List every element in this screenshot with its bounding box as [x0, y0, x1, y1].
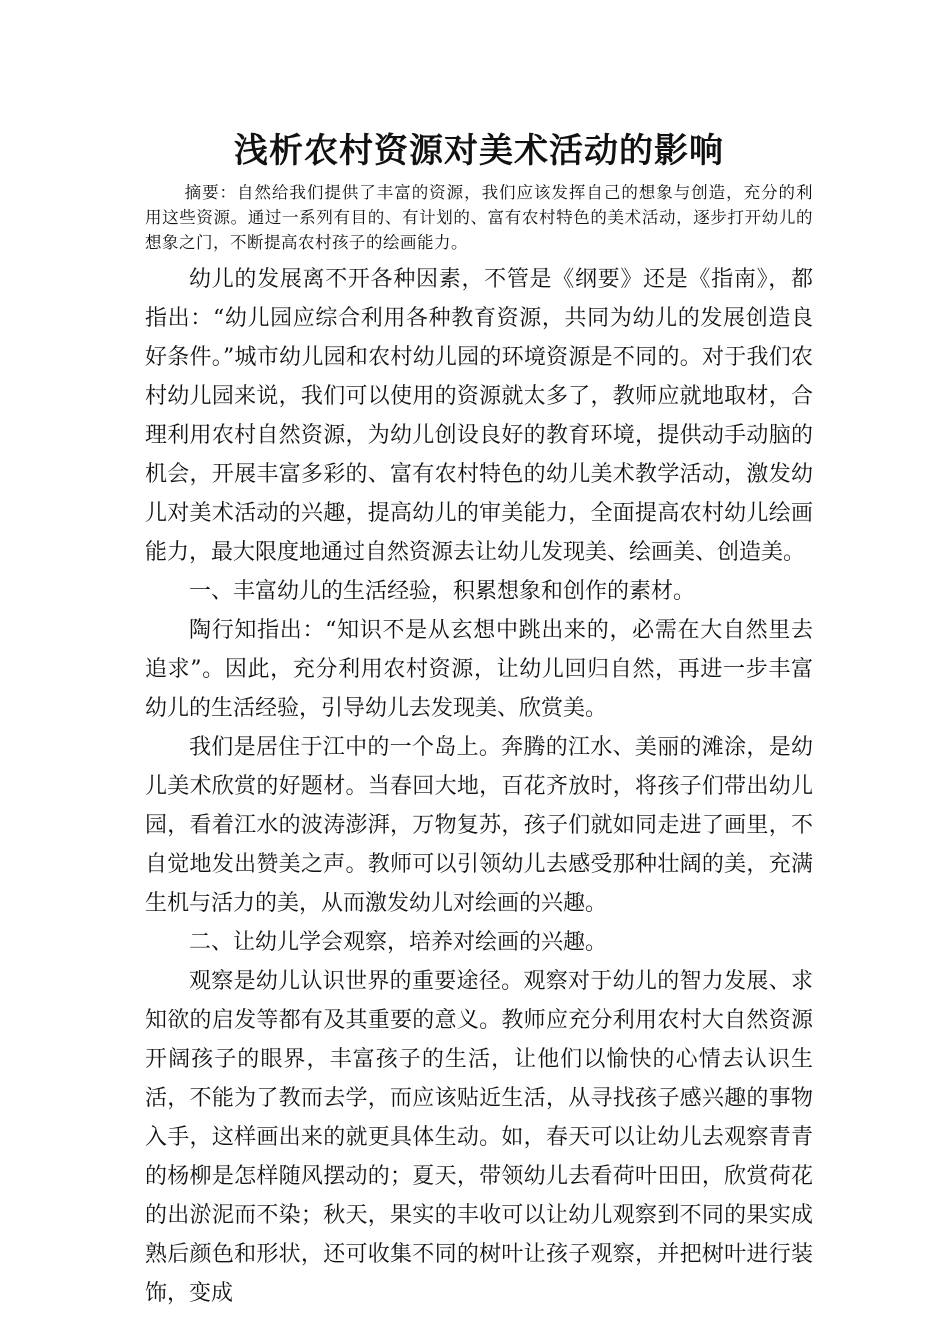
section-heading-2: 二、让幼儿学会观察，培养对绘画的兴趣。	[189, 930, 608, 955]
section-heading-1: 一、丰富幼儿的生活经验，积累想象和创作的素材。	[189, 579, 696, 604]
abstract: 摘要：自然给我们提供了丰富的资源，我们应该发挥自己的想象与创造，充分的利用这些资源。通过一系列有目的、有计划的、富有农村特色的美术活动，逐步打开幼儿的想象之门，不断提高农村孩子的绘画能力。	[145, 183, 813, 252]
paragraph-intro: 幼儿的发展离不开各种因素，不管是《纲要》还是《指南》，都指出：“幼儿园应综合利用各种教育资源，共同为幼儿的发展创造良好条件。”城市幼儿园和农村幼儿园的环境资源是不同的。对于我们农村幼儿园来说，我们可以使用的资源就太多了，教师应就地取材，合理利用农村自然资源，为幼儿创设良好的教育环境，提供动手动脑的机会，开展丰富多彩的、富有农村特色的幼儿美术教学活动，激发幼儿对美术活动的兴趣，提高幼儿的审美能力，全面提高农村幼儿绘画能力，最大限度地通过自然资源去让幼儿发现美、绘画美、创造美。	[145, 267, 813, 565]
document-page	[145, 128, 813, 1313]
document-title: 浅析农村资源对美术活动的影响	[234, 131, 724, 171]
paragraph-tao-xingzhi: 陶行知指出：“知识不是从玄想中跳出来的，必需在大自然里去追求”。因此，充分利用农村资源，让幼儿回归自然，再进一步丰富幼儿的生活经验，引导幼儿去发现美、欣赏美。	[145, 618, 813, 721]
paragraph-island: 我们是居住于江中的一个岛上。奔腾的江水、美丽的滩涂，是幼儿美术欣赏的好题材。当春回大地，百花齐放时，将孩子们带出幼儿园，看着江水的波涛澎湃，万物复苏，孩子们就如同走进了画里，不自觉地发出赞美之声。教师可以引领幼儿去感受那种壮阔的美，充满生机与活力的美，从而激发幼儿对绘画的兴趣。	[145, 735, 813, 916]
paragraph-observation: 观察是幼儿认识世界的重要途径。观察对于幼儿的智力发展、求知欲的启发等都有及其重要的意义。教师应充分利用农村大自然资源开阔孩子的眼界，丰富孩子的生活，让他们以愉快的心情去认识生活，不能为了教而去学，而应该贴近生活，从寻找孩子感兴趣的事物入手，这样画出来的就更具体生动。如，春天可以让幼儿去观察青青的杨柳是怎样随风摆动的；夏天，带领幼儿去看荷叶田田，欣赏荷花的出淤泥而不染；秋天，果实的丰收可以让幼儿观察到不同的果实成熟后颜色和形状，还可收集不同的树叶让孩子观察，并把树叶进行装饰，变成	[145, 969, 813, 1306]
